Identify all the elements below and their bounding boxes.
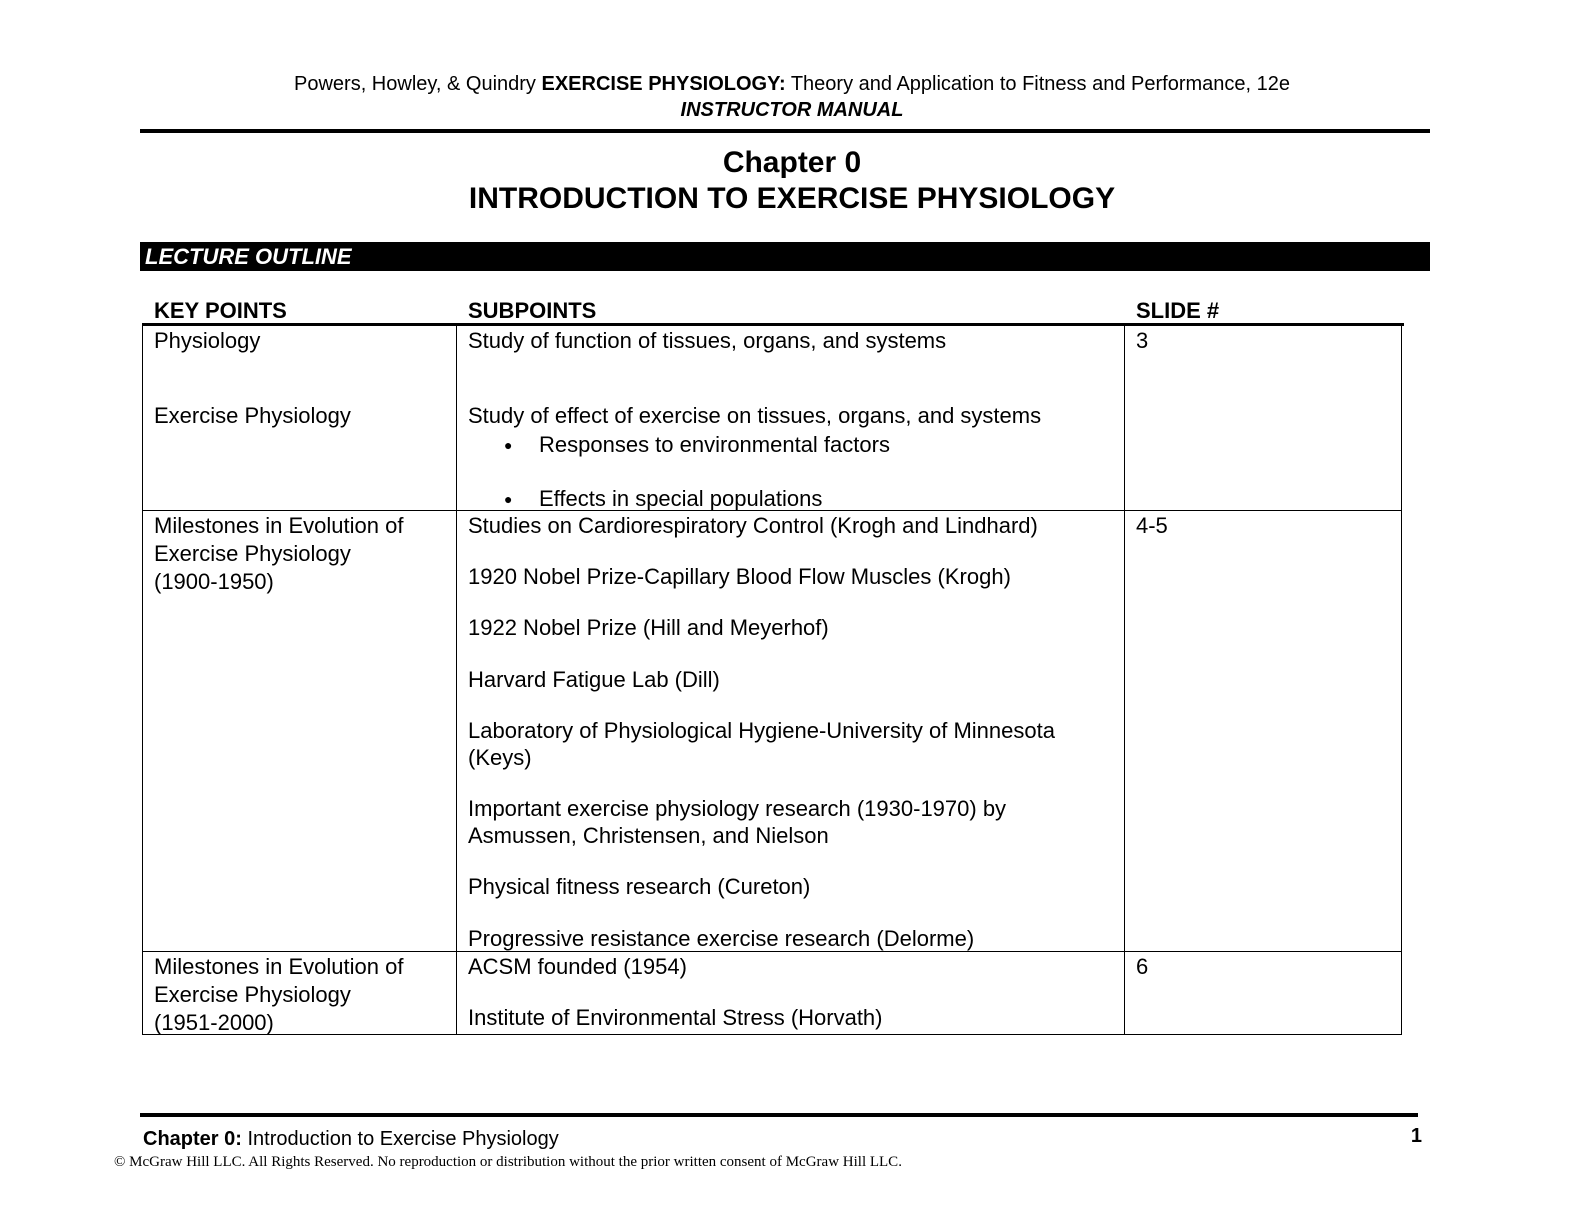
- column-header-key-points: KEY POINTS: [154, 298, 287, 323]
- copyright-notice: © McGraw Hill LLC. All Rights Reserved. No reproduction or distribution without the prior written consent of McGraw Hill LLC.: [114, 1154, 902, 1170]
- subpoint-bullet: Effects in special populations: [539, 486, 823, 511]
- subpoint: Study of function of tissues, organs, and systems: [468, 328, 947, 353]
- header-book-subtitle: Theory and Application to Fitness and Performance, 12e: [785, 73, 1290, 95]
- lecture-outline-bar: LECTURE OUTLINE: [140, 242, 1430, 271]
- header-authors: Powers, Howley, & Quindry: [294, 73, 542, 95]
- table-border-left: [142, 324, 143, 1035]
- subpoint: (Keys): [468, 745, 532, 770]
- key-point: Exercise Physiology: [154, 541, 351, 566]
- subpoint: 1922 Nobel Prize (Hill and Meyerhof): [468, 615, 829, 640]
- column-header-slide: SLIDE #: [1136, 298, 1220, 323]
- table-border-bottom: [142, 1034, 1402, 1035]
- header-rule: [140, 129, 1430, 133]
- header-manual-label: INSTRUCTOR MANUAL: [680, 99, 904, 121]
- subpoint: Physical fitness research (Cureton): [468, 874, 811, 899]
- slide-number: 6: [1136, 954, 1149, 979]
- subpoint: Laboratory of Physiological Hygiene-University of Minnesota: [468, 718, 1055, 743]
- key-point: (1900-1950): [154, 569, 274, 594]
- key-point: (1951-2000): [154, 1010, 274, 1035]
- key-point: Milestones in Evolution of: [154, 954, 404, 979]
- subpoint: Asmussen, Christensen, and Nielson: [468, 823, 829, 848]
- footer-chapter-label: [143, 1127, 559, 1151]
- key-point: Physiology: [154, 328, 261, 353]
- subpoint: Progressive resistance exercise research (Delorme): [468, 926, 975, 951]
- footer-rule: [140, 1113, 1418, 1117]
- key-point: Exercise Physiology: [154, 403, 351, 428]
- running-header: [0, 72, 1584, 96]
- column-header-subpoints: SUBPOINTS: [468, 298, 597, 323]
- key-point: Exercise Physiology: [154, 982, 351, 1007]
- slide-number: 4-5: [1136, 513, 1168, 538]
- subpoint-bullet: Responses to environmental factors: [539, 432, 890, 457]
- chapter-number: Chapter 0: [722, 146, 862, 179]
- subpoint: Harvard Fatigue Lab (Dill): [468, 667, 720, 692]
- subpoint: Institute of Environmental Stress (Horvath): [468, 1005, 883, 1030]
- subpoint: Study of effect of exercise on tissues, organs, and systems: [468, 403, 1042, 428]
- table-header-rule: [142, 323, 1404, 326]
- table-divider-1: [456, 324, 457, 1035]
- slide-number: 3: [1136, 328, 1149, 353]
- chapter-title: INTRODUCTION TO EXERCISE PHYSIOLOGY: [468, 182, 1116, 215]
- subpoint: Important exercise physiology research (1930-1970) by: [468, 796, 1007, 821]
- subpoint: ACSM founded (1954): [468, 954, 687, 979]
- footer-chapter-number: Chapter 0:: [143, 1128, 242, 1150]
- footer-chapter-title: Introduction to Exercise Physiology: [241, 1128, 559, 1150]
- page-number: 1: [1410, 1125, 1422, 1147]
- subpoint: 1920 Nobel Prize-Capillary Blood Flow Muscles (Krogh): [468, 564, 1011, 589]
- table-border-right: [1401, 324, 1402, 1035]
- key-point: Milestones in Evolution of: [154, 513, 404, 538]
- bullet-icon: ●: [504, 491, 513, 507]
- header-book-title: EXERCISE PHYSIOLOGY:: [541, 73, 786, 95]
- subpoint: Studies on Cardiorespiratory Control (Krogh and Lindhard): [468, 513, 1038, 538]
- bullet-icon: ●: [504, 437, 513, 453]
- table-divider-2: [1124, 324, 1125, 1035]
